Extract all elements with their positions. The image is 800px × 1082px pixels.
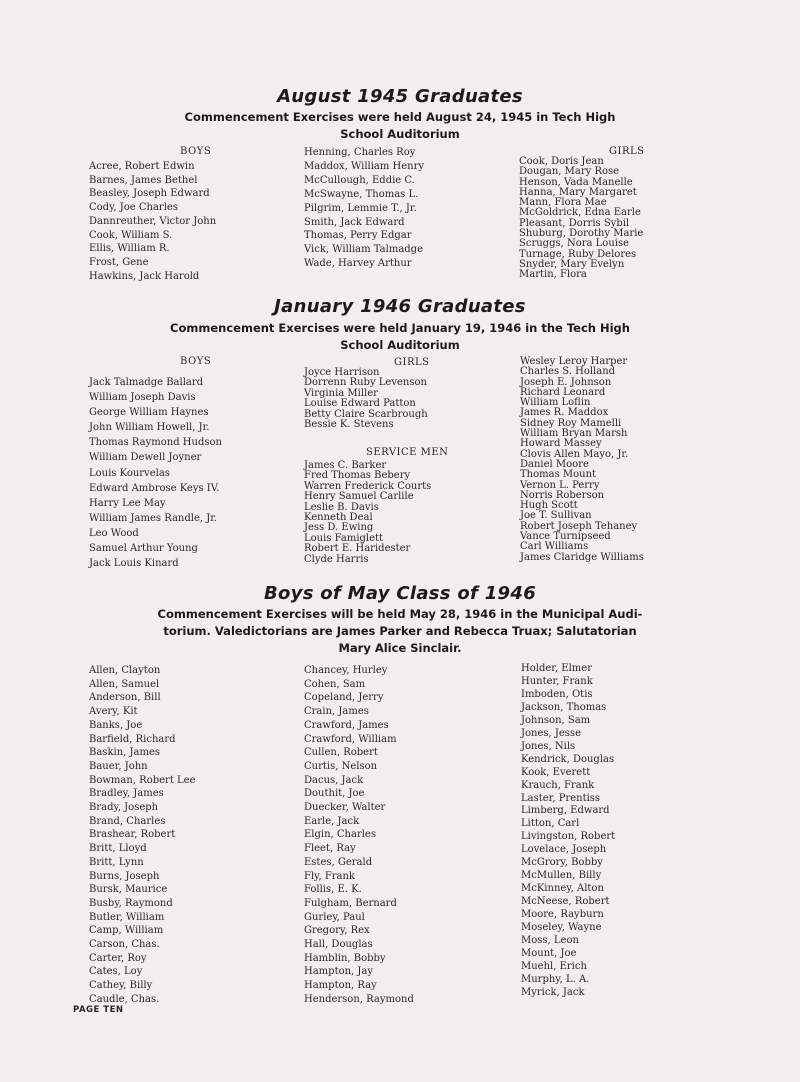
name-entry: McSwayne, Thomas L. bbox=[304, 188, 419, 200]
jan-list-3 bbox=[520, 357, 644, 563]
name-entry: Elgin, Charles bbox=[304, 829, 376, 841]
name-entry: Brand, Charles bbox=[89, 815, 166, 827]
may-list-3 bbox=[521, 663, 615, 1000]
name-entry: Camp, William bbox=[89, 925, 164, 937]
aug-girls-list bbox=[519, 157, 643, 281]
name-entry: Hampton, Jay bbox=[304, 966, 374, 978]
name-entry: McCullough, Eddie C. bbox=[304, 174, 415, 186]
name-entry: Vance Turnipseed bbox=[520, 531, 611, 543]
name-entry: Snyder, Mary Evelyn bbox=[519, 258, 625, 270]
name-entry: Imboden, Otis bbox=[521, 688, 593, 700]
name-entry: Fred Thomas Bebery bbox=[304, 470, 411, 482]
name-entry: Henning, Charles Roy bbox=[304, 147, 416, 158]
name-entry: Burns, Joseph bbox=[89, 870, 160, 882]
section-title-aug-1945: August 1945 Graduates bbox=[277, 86, 523, 107]
name-entry: Moore, Rayburn bbox=[521, 909, 604, 921]
name-entry: James Claridge Williams bbox=[520, 551, 644, 563]
name-entry: Limberg, Edward bbox=[521, 805, 610, 817]
name-entry: Laster, Prentiss bbox=[521, 792, 601, 804]
name-entry: Hall, Douglas bbox=[304, 939, 373, 951]
name-entry: Jones, Jesse bbox=[521, 727, 581, 739]
name-entry: Moseley, Wayne bbox=[521, 922, 602, 934]
name-entry: Frost, Gene bbox=[89, 256, 149, 268]
name-entry: Norris Roberson bbox=[520, 489, 605, 501]
name-entry: Richard Leonard bbox=[520, 386, 606, 398]
name-entry: Vick, William Talmadge bbox=[304, 244, 423, 256]
name-entry: Allen, Clayton bbox=[89, 665, 161, 676]
name-entry: Turnage, Ruby Delores bbox=[519, 248, 637, 260]
name-entry: Dacus, Jack bbox=[304, 774, 364, 786]
name-entry: Butler, William bbox=[89, 911, 165, 923]
boys-heading-aug: BOYS bbox=[180, 146, 212, 157]
name-entry: Brady, Joseph bbox=[89, 802, 159, 814]
name-entry: Henry Samuel Carlile bbox=[304, 491, 414, 503]
aug-boys-list-1 bbox=[89, 160, 216, 283]
name-entry: McGrory, Bobby bbox=[521, 857, 603, 869]
name-entry: Dorrenn Ruby Levenson bbox=[304, 377, 427, 389]
name-entry: Carter, Roy bbox=[89, 952, 147, 964]
name-entry: Bessie K. Stevens bbox=[304, 419, 394, 431]
jan-service-men-list bbox=[304, 461, 431, 565]
name-entry: James R. Maddox bbox=[520, 407, 609, 419]
name-entry: Curtis, Nelson bbox=[304, 760, 378, 772]
name-entry: Brashear, Robert bbox=[89, 829, 176, 841]
name-entry: Jack Louis Kinard bbox=[89, 558, 179, 570]
name-entry: Crawford, William bbox=[304, 733, 397, 745]
section-subtitle-may-1946: Commencement Exercises will be held May 28, 1946 in the Municipal Audi- torium. Valedictorians are James Parker and Rebecca Truax; Salutatorian Mary Alice Sinclair. bbox=[157, 607, 643, 655]
name-entry: Livingston, Robert bbox=[521, 831, 616, 843]
name-entry: Muehl, Erich bbox=[521, 960, 587, 972]
name-entry: Louis Famiglett bbox=[304, 532, 384, 544]
name-entry: Smith, Jack Edward bbox=[304, 216, 405, 228]
name-entry: Jess D. Ewing bbox=[304, 522, 374, 534]
name-entry: McKinney, Alton bbox=[521, 883, 604, 895]
name-entry: Gregory, Rex bbox=[304, 925, 370, 937]
name-entry: Jackson, Thomas bbox=[521, 701, 607, 713]
name-entry: Louise Edward Patton bbox=[304, 398, 416, 410]
name-entry: Cook, William S. bbox=[89, 229, 173, 241]
name-entry: Hanna, Mary Margaret bbox=[519, 186, 637, 198]
name-entry: Maddox, William Henry bbox=[304, 160, 425, 172]
boys-heading-jan: BOYS bbox=[180, 356, 212, 367]
name-entry: Duecker, Walter bbox=[304, 802, 386, 814]
may-list-1 bbox=[89, 664, 196, 1007]
name-entry: Murphy, L. A. bbox=[521, 973, 590, 985]
name-entry: Charles S. Holland bbox=[520, 366, 616, 378]
name-entry: Martin, Flora bbox=[519, 269, 587, 281]
name-entry: Earle, Jack bbox=[304, 815, 360, 827]
name-entry: Cook, Doris Jean bbox=[519, 156, 604, 167]
name-entry: Scruggs, Nora Louise bbox=[519, 238, 630, 250]
name-entry: Anderson, Bill bbox=[89, 692, 161, 704]
name-entry: Bauer, John bbox=[89, 760, 148, 772]
jan-boys-list bbox=[89, 375, 222, 571]
name-entry: Shuburg, Dorothy Marie bbox=[519, 228, 644, 240]
name-entry: Jones, Nils bbox=[521, 740, 576, 752]
name-entry: McMullen, Billy bbox=[521, 870, 602, 882]
name-entry: Thomas Raymond Hudson bbox=[89, 437, 222, 449]
name-entry: Carson, Chas. bbox=[89, 939, 160, 951]
name-entry: Myrick, Jack bbox=[521, 986, 585, 998]
name-entry: Baskin, James bbox=[89, 747, 161, 759]
name-entry: Joe T. Sullivan bbox=[520, 510, 592, 522]
section-subtitle-aug-1945: Commencement Exercises were held August 24, 1945 in Tech High School Auditorium bbox=[184, 110, 616, 141]
section-title-may-1946: Boys of May Class of 1946 bbox=[263, 583, 537, 604]
name-entry: Clyde Harris bbox=[304, 553, 369, 565]
name-entry: Wesley Leroy Harper bbox=[520, 356, 628, 367]
name-entry: McGoldrick, Edna Earle bbox=[519, 207, 641, 219]
name-entry: Cohen, Sam bbox=[304, 678, 366, 690]
name-entry: Joyce Harrison bbox=[304, 367, 380, 378]
name-entry: William Dewell Joyner bbox=[89, 452, 202, 464]
girls-heading-jan: GIRLS bbox=[394, 357, 430, 368]
name-entry: Sidney Roy Mamelli bbox=[520, 417, 622, 429]
name-entry: Carl Williams bbox=[520, 541, 589, 553]
name-entry: Caudle, Chas. bbox=[89, 993, 160, 1005]
name-entry: Chancey, Hurley bbox=[304, 665, 388, 676]
aug-boys-list-2 bbox=[304, 146, 424, 271]
page-number: PAGE TEN bbox=[73, 1005, 124, 1015]
name-entry: Barnes, James Bethel bbox=[89, 174, 198, 186]
name-entry: Copeland, Jerry bbox=[304, 692, 384, 704]
name-entry: Harry Lee May bbox=[89, 497, 166, 509]
name-entry: Kook, Everett bbox=[521, 766, 591, 778]
name-entry: Beasley, Joseph Edward bbox=[89, 188, 210, 200]
name-entry: Thomas Mount bbox=[520, 469, 597, 481]
section-subtitle-jan-1946: Commencement Exercises were held January 19, 1946 in the Tech High School Auditorium bbox=[170, 321, 630, 352]
name-entry: Lovelace, Joseph bbox=[521, 844, 607, 856]
name-entry: Douthit, Joe bbox=[304, 788, 365, 800]
name-entry: Bradley, James bbox=[89, 788, 164, 800]
name-entry: Warren Frederick Courts bbox=[304, 480, 432, 492]
name-entry: Mount, Joe bbox=[521, 947, 577, 959]
name-entry: Leslie B. Davis bbox=[304, 501, 379, 513]
name-entry: Virginia Miller bbox=[304, 387, 378, 399]
name-entry: Britt, Lloyd bbox=[89, 843, 147, 855]
name-entry: Henson, Vada Manelle bbox=[519, 176, 633, 188]
name-entry: Allen, Samuel bbox=[89, 678, 160, 690]
girls-heading-aug: GIRLS bbox=[609, 146, 645, 157]
name-entry: Wade, Harvey Arthur bbox=[304, 258, 412, 270]
name-entry: Estes, Gerald bbox=[304, 856, 373, 868]
name-entry: Kendrick, Douglas bbox=[521, 753, 615, 765]
name-entry: Barfield, Richard bbox=[89, 733, 176, 745]
name-entry: Crawford, James bbox=[304, 719, 389, 731]
name-entry: Fleet, Ray bbox=[304, 843, 356, 855]
name-entry: Busby, Raymond bbox=[89, 897, 173, 909]
name-entry: Holder, Elmer bbox=[521, 663, 592, 674]
name-entry: Jack Talmadge Ballard bbox=[89, 377, 204, 388]
name-entry: Dougan, Mary Rose bbox=[519, 166, 620, 178]
jan-girls-list bbox=[304, 368, 428, 430]
name-entry: Joseph E. Johnson bbox=[520, 376, 612, 388]
section-title-jan-1946: January 1946 Graduates bbox=[274, 296, 526, 317]
service-men-heading: SERVICE MEN bbox=[366, 447, 449, 458]
name-entry: McNeese, Robert bbox=[521, 896, 610, 908]
name-entry: Thomas, Perry Edgar bbox=[304, 230, 412, 242]
name-entry: Dannreuther, Victor John bbox=[89, 215, 217, 227]
name-entry: Mann, Flora Mae bbox=[519, 197, 607, 209]
name-entry: James C. Barker bbox=[304, 460, 387, 471]
name-entry: Bowman, Robert Lee bbox=[89, 774, 196, 786]
name-entry: Pilgrim, Lemmie T., Jr. bbox=[304, 202, 417, 214]
name-entry: Krauch, Frank bbox=[521, 779, 595, 791]
name-entry: Hamblin, Bobby bbox=[304, 952, 386, 964]
name-entry: Ellis, William R. bbox=[89, 243, 170, 255]
name-entry: Edward Ambrose Keys IV. bbox=[89, 482, 220, 494]
name-entry: Louis Kourvelas bbox=[89, 467, 170, 479]
name-entry: Gurley, Paul bbox=[304, 911, 365, 923]
name-entry: William Joseph Davis bbox=[89, 392, 196, 404]
name-entry: Cathey, Billy bbox=[89, 980, 153, 992]
name-entry: Moss, Leon bbox=[521, 935, 579, 947]
name-entry: Hunter, Frank bbox=[521, 675, 593, 687]
name-entry: Robert Joseph Tehaney bbox=[520, 520, 638, 532]
name-entry: Henderson, Raymond bbox=[304, 993, 414, 1005]
name-entry: Hawkins, Jack Harold bbox=[89, 270, 200, 282]
name-entry: Fly, Frank bbox=[304, 870, 355, 882]
name-entry: Howard Massey bbox=[520, 438, 602, 450]
name-entry: Avery, Kit bbox=[89, 706, 138, 718]
name-entry: Cullen, Robert bbox=[304, 747, 378, 759]
name-entry: Daniel Moore bbox=[520, 458, 589, 470]
may-list-2 bbox=[304, 664, 414, 1007]
name-entry: Fulgham, Bernard bbox=[304, 897, 397, 909]
name-entry: Robert E. Haridester bbox=[304, 543, 411, 555]
name-entry: Litton, Carl bbox=[521, 818, 580, 830]
name-entry: Crain, James bbox=[304, 706, 369, 718]
name-entry: Acree, Robert Edwin bbox=[89, 161, 195, 172]
name-entry: William Bryan Marsh bbox=[520, 428, 628, 440]
name-entry: Kenneth Deal bbox=[304, 512, 373, 524]
name-entry: Follis, E. K. bbox=[304, 884, 362, 896]
name-entry: Samuel Arthur Young bbox=[89, 543, 198, 555]
name-entry: William James Randle, Jr. bbox=[89, 512, 218, 524]
name-entry: Betty Claire Scarbrough bbox=[304, 408, 428, 420]
name-entry: William Loflin bbox=[520, 397, 591, 409]
name-entry: Bursk, Maurice bbox=[89, 884, 168, 896]
name-entry: Hampton, Ray bbox=[304, 980, 377, 992]
name-entry: George William Haynes bbox=[89, 407, 209, 419]
name-entry: Banks, Joe bbox=[89, 719, 143, 731]
name-entry: Vernon L. Perry bbox=[520, 479, 600, 491]
name-entry: Cody, Joe Charles bbox=[89, 202, 178, 214]
name-entry: John William Howell, Jr. bbox=[89, 422, 210, 434]
name-entry: Hugh Scott bbox=[520, 500, 578, 512]
name-entry: Cates, Loy bbox=[89, 966, 143, 978]
name-entry: Johnson, Sam bbox=[521, 714, 591, 726]
name-entry: Leo Wood bbox=[89, 527, 139, 539]
name-entry: Pleasant, Dorris Sybil bbox=[519, 217, 630, 229]
name-entry: Clovis Allen Mayo, Jr. bbox=[520, 448, 629, 460]
name-entry: Britt, Lynn bbox=[89, 856, 144, 868]
